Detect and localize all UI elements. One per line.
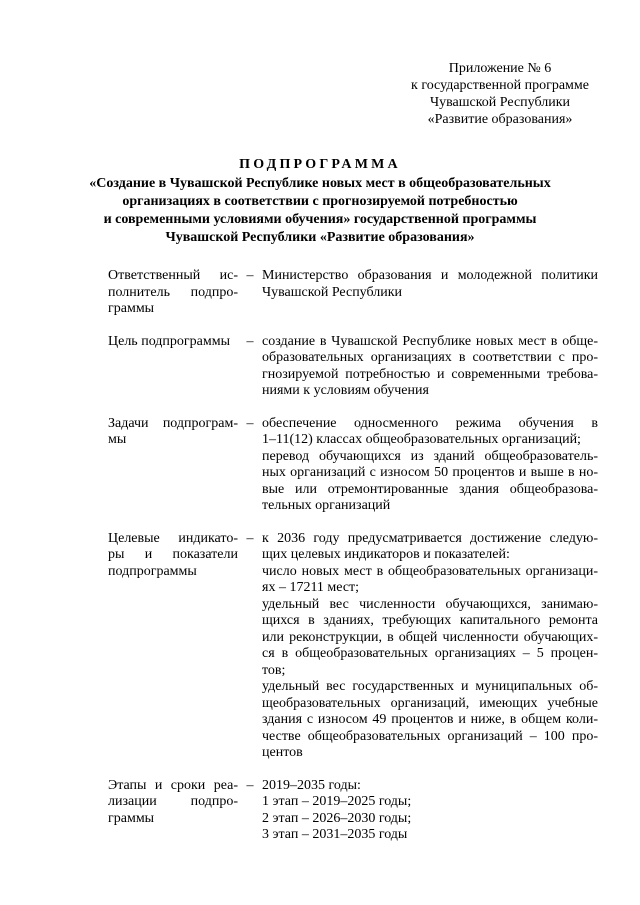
subtitle-line: организациях в соответствии с прогнозируемой потребностью <box>122 194 518 209</box>
subtitle-line: Чувашской Республики «Развитие образования» <box>165 230 475 245</box>
row-dash: – <box>246 268 254 283</box>
row-value: 2019–2035 годы: 1 этап – 2019–2025 годы; 2 этап – 2026–2030 годы; 3 этап – 2031–2035 годы <box>262 777 412 842</box>
subtitle-line: и современными условиями обучения» государственной программы <box>103 212 537 227</box>
row-label: Этапы и сроки реа- лизации подпро- граммы <box>108 777 238 826</box>
passport-row-indicators <box>108 531 598 778</box>
annex-header <box>400 60 600 128</box>
row-dash: – <box>246 530 254 546</box>
subtitle-line: «Создание в Чувашской Республике новых мест в общеобразовательных <box>89 176 551 191</box>
subprogram-title <box>60 156 580 247</box>
subprogram-heading: ПОДПРОГРАММА <box>239 157 401 172</box>
passport-row-responsible <box>108 268 598 334</box>
passport-table <box>108 268 598 844</box>
annex-number: Приложение № 6 <box>448 61 552 76</box>
row-value: к 2036 году предусматривается достижение следую- щих целевых индикаторов и показателей: число новых мест в общеобразовательных организаци- ях – 17211 мест; удельный вес численности обучающихся, занимаю- щихся в зданиях, требующих капитального ремонта или реконструкции, в общей численности обучающих- ся в общеобразовательных организациях – 5 процен- тов; удельный вес государственных и муниципальных об- щеобразовательных организаций, имеющих учебные здания с износом 49 процентов и ниже, в общем коли- честве общеобразовательных организаций – 100 про- центов <box>262 530 598 760</box>
row-value: создание в Чувашской Республике новых мест в обще- образовательных организациях в соответствии с про- гнозируемой потребностью и современными требова- ниями к условиям обучения <box>262 333 598 398</box>
passport-row-tasks <box>108 416 598 531</box>
annex-program-name: «Развитие образования» <box>427 112 573 127</box>
subprogram-subtitle <box>60 175 580 247</box>
row-value: Министерство образования и молодежной политики Чувашской Республики <box>262 268 598 300</box>
passport-row-goal <box>108 334 598 416</box>
row-label: Ответственный ис- полнитель подпро- граммы <box>108 268 238 316</box>
row-label: Задачи подпрограм- мы <box>108 415 238 447</box>
row-dash: – <box>246 777 254 793</box>
annex-reference: к государственной программе <box>411 78 589 93</box>
row-label: Целевые индикато- ры и показатели подпрограммы <box>108 530 238 579</box>
row-dash: – <box>246 333 254 349</box>
passport-row-stages <box>108 778 598 844</box>
row-dash: – <box>246 415 254 431</box>
row-value: обеспечение односменного режима обучения в 1–11(12) классах общеобразовательных организаций; перевод обучающихся из зданий общеобразователь- ных организаций с износом 50 процентов и выше в но- вые или отремонтированные здания общеобразова- тельных организаций <box>262 415 598 513</box>
annex-region: Чувашской Республики <box>429 95 571 110</box>
row-label: Цель подпрограммы <box>108 333 230 349</box>
